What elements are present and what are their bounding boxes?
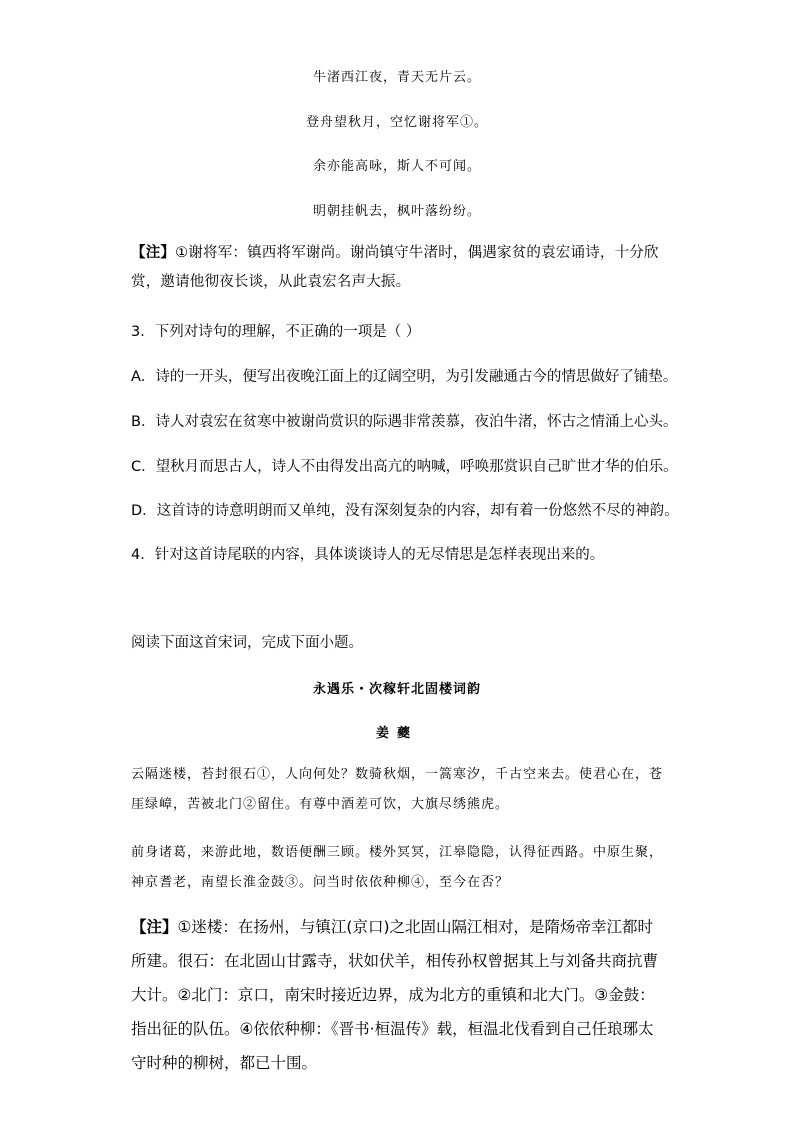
ci-note-label: 【注】 <box>131 918 178 936</box>
ci-title: 永遇乐・次稼轩北固楼词韵 <box>312 682 481 697</box>
ci-reading-intro: 阅读下面这首宋词，完成下面小题。 <box>131 635 363 651</box>
ci-stanza-2: 前身诸葛，来游此地，数语便酬三顾。楼外冥冥，江皋隐隐，认得征西路。中原生聚，神京耆老，南望长淮金鼓③。问当时依依种柳④，至今在否？ <box>131 845 664 890</box>
poem-line-4: 明朝挂帆去，枫叶落纷纷。 <box>312 204 481 219</box>
poem-note <box>131 239 671 297</box>
poem-line-2: 登舟望秋月，空忆谢将军①。 <box>305 115 488 130</box>
question-3-option-d: D．这首诗的诗意明朗而又单纯，没有深刻复杂的内容，却有着一份悠然不尽的神韵。 <box>131 503 679 519</box>
ci-note <box>131 910 666 1080</box>
poem-line-1: 牛渚西江夜，青天无片云。 <box>312 70 481 85</box>
ci-note-text: ①迷楼：在扬州，与镇江(京口)之北固山隔江相对，是隋炀帝幸江都时所建。很石：在北固山甘露寺，状如伏羊，相传孙权曾据其上与刘备共商抗曹大计。②北门：京口，南宋时接近边界，成为北方的重镇和北大门。③金鼓：指出征的队伍。④依依种柳：《晋书·桓温传》载，桓温北伐看到自己任琅琊太守时种的柳树，都已十围。 <box>131 918 659 1072</box>
question-3-option-c: C．望秋月而思古人，诗人不由得发出高亢的呐喊，呼唤那赏识自己旷世才华的伯乐。 <box>131 459 678 475</box>
question-3-option-a: A．诗的一开头，便写出夜晚江面上的辽阔空明，为引发融通古今的情思做好了铺垫。 <box>131 369 678 385</box>
poem-note-label: 【注】 <box>131 245 176 261</box>
poem-line-3: 余亦能高咏，斯人不可闻。 <box>312 159 481 174</box>
ci-stanza-1: 云隔迷楼，苔封很石①，人向何处？数骑秋烟，一篙寒汐，千古空来去。使君心在，苍厓绿嶂，苦被北门②留住。有尊中酒差可饮，大旗尽绣熊虎。 <box>131 767 664 812</box>
question-4-stem: 4．针对这首诗尾联的内容，具体谈谈诗人的无尽情思是怎样表现出来的。 <box>131 547 605 563</box>
question-3-option-b: B．诗人对袁宏在贫寒中被谢尚赏识的际遇非常羡慕，夜泊牛渚，怀古之情涌上心头。 <box>131 414 678 430</box>
ci-author: 姜夔 <box>375 726 418 741</box>
poem-note-text: ①谢将军：镇西将军谢尚。谢尚镇守牛渚时，偶遇家贫的袁宏诵诗，十分欣赏，邀请他彻夜长谈，从此袁宏名声大振。 <box>131 245 659 290</box>
question-3-stem: 3．下列对诗句的理解，不正确的一项是（ ） <box>131 324 421 340</box>
